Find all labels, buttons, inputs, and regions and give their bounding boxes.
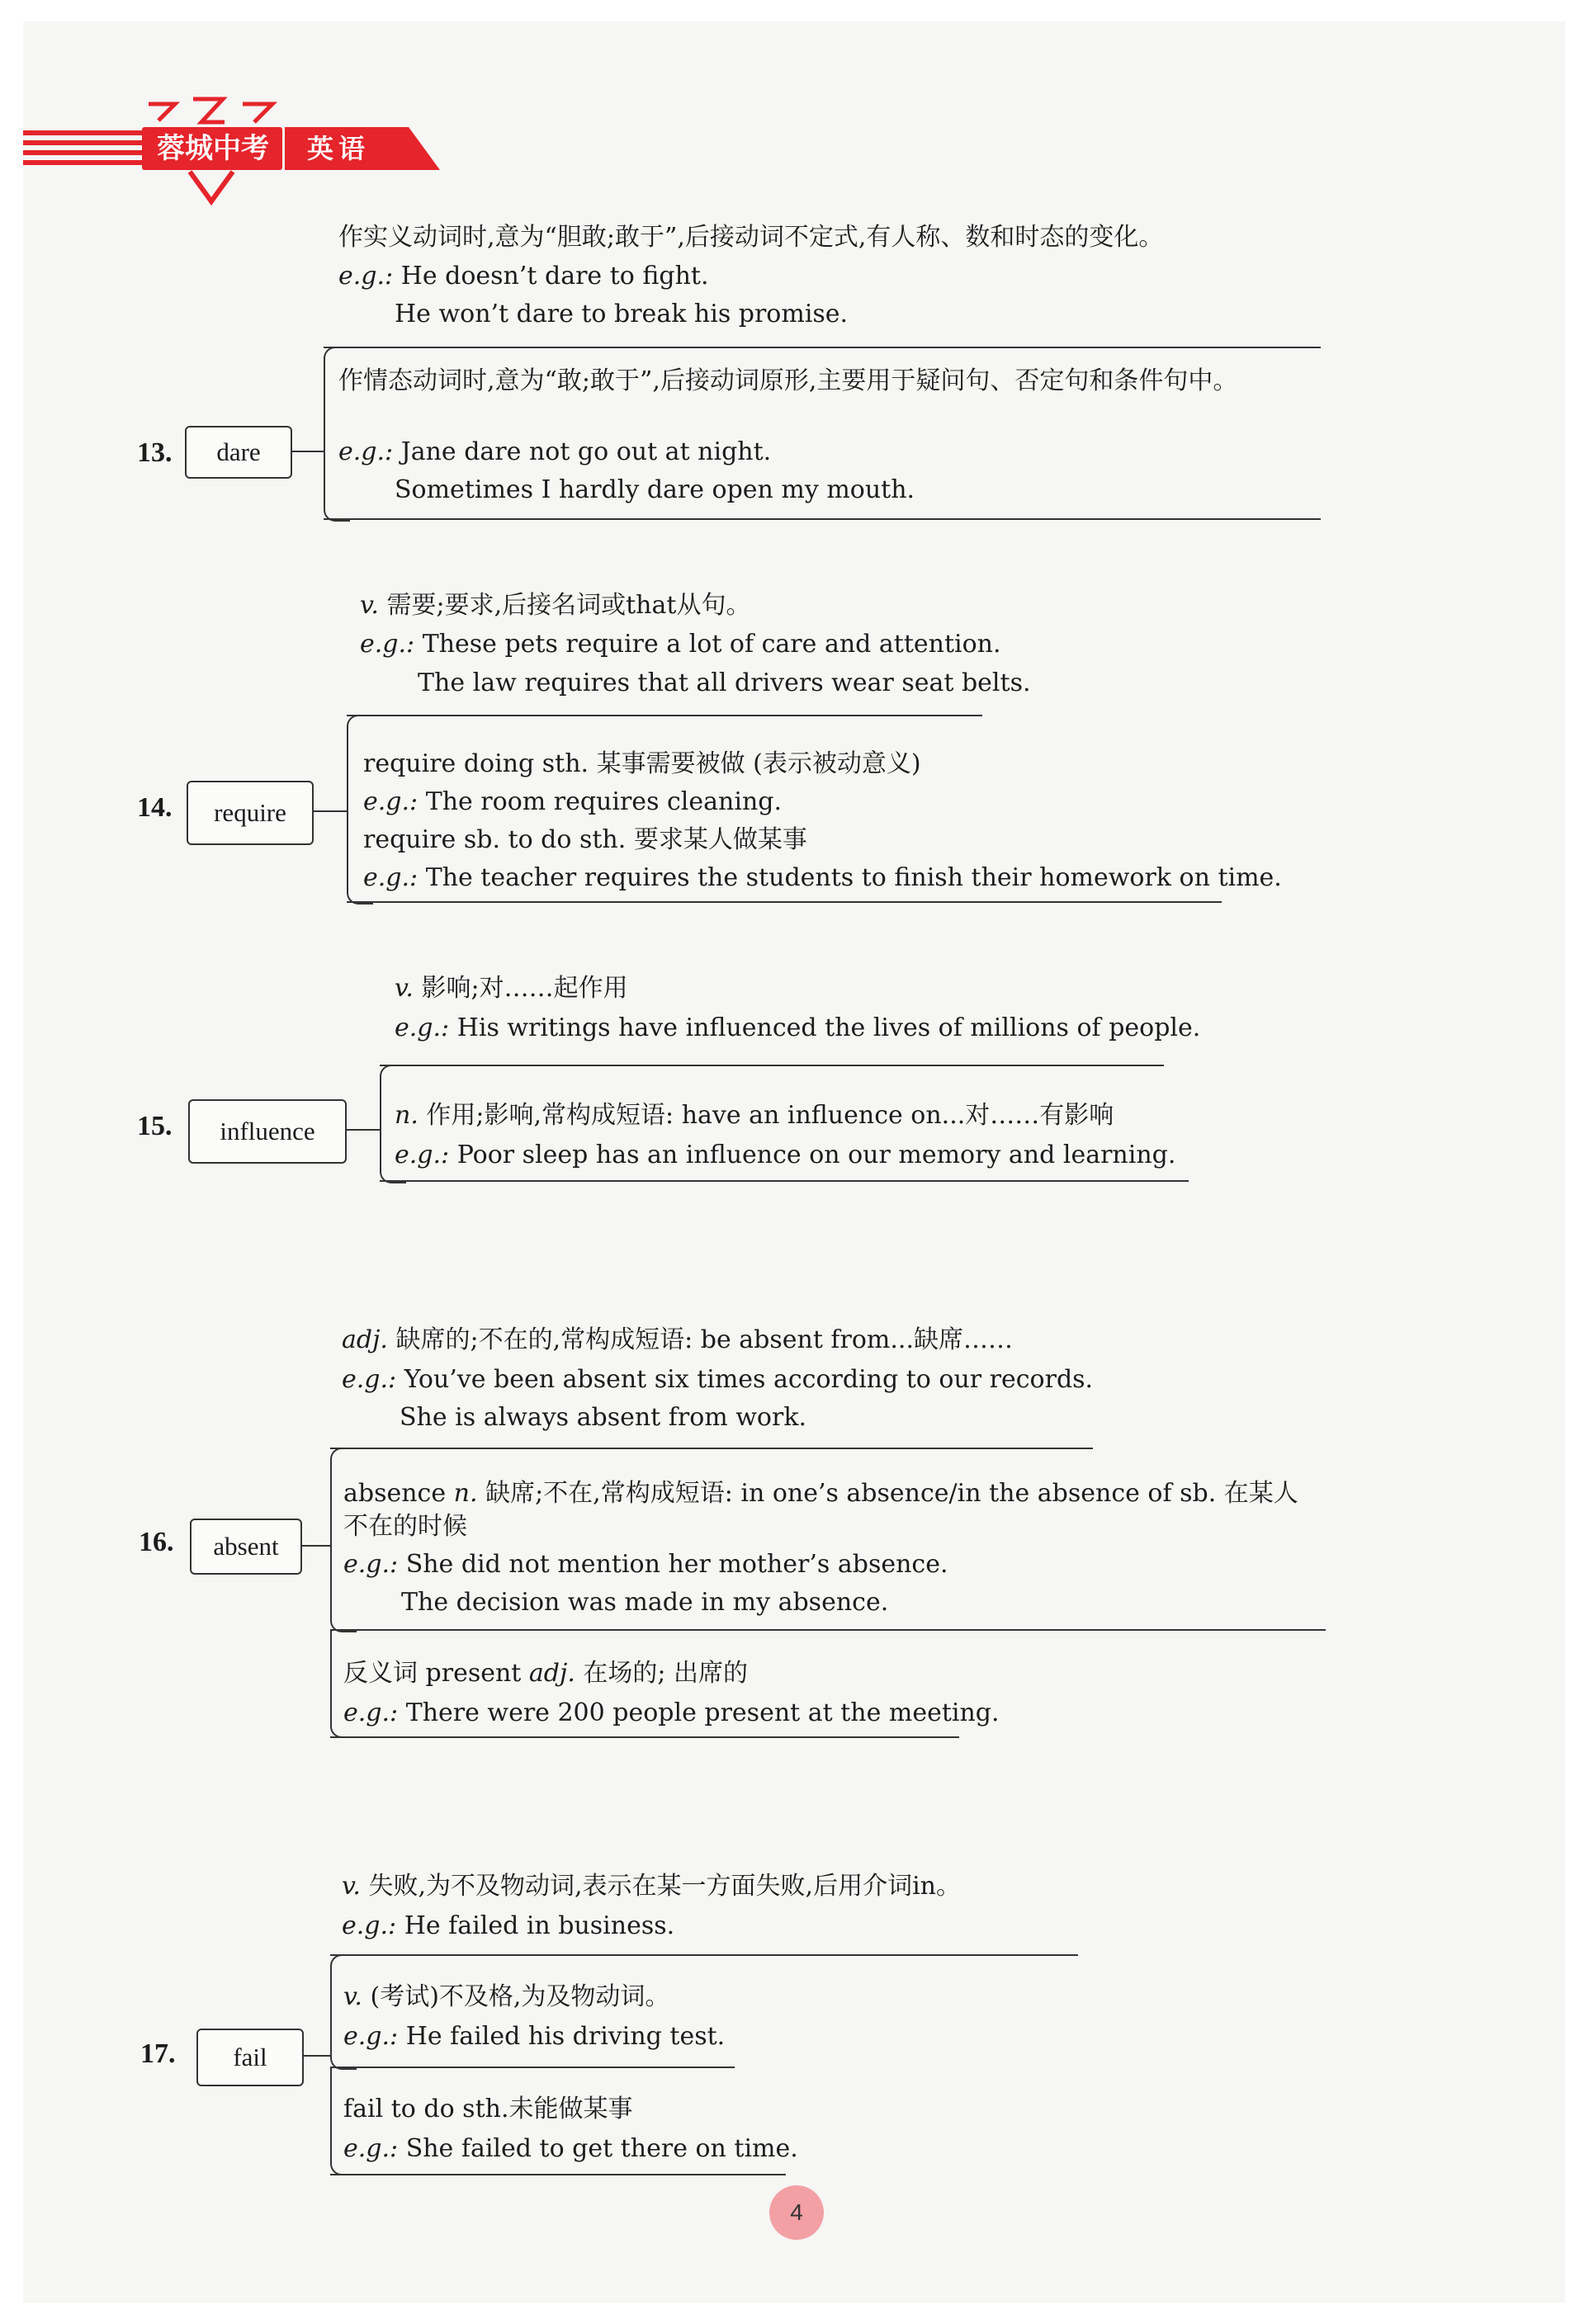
entry-16-example-1: e.g.: You’ve been absent six times according to our records. xyxy=(342,1365,1094,1394)
entry-13-meaning-1: 作实义动词时,意为“胆敢;敢于”,后接动词不定式,有人称、数和时态的变化。 xyxy=(338,223,1164,252)
entry-14-number: 14. xyxy=(137,792,173,823)
entry-16-meaning-1: adj. 缺席的;不在的,常构成短语: be absent from...缺席…… xyxy=(342,1325,1013,1354)
entry-13-box-meaning: 作情态动词时,意为“敢;敢于”,后接动词原形,主要用于疑问句、否定句和条件句中。 xyxy=(338,366,1238,395)
entry-13-number: 13. xyxy=(137,437,173,468)
entry-16-box-meaning: absence n. 缺席;不在,常构成短语: in one’s absence/in the absence of sb. 在某人不在的时候 xyxy=(343,1479,1298,1541)
entry-16-number: 16. xyxy=(139,1527,174,1557)
entry-17-number: 17. xyxy=(140,2038,176,2069)
entry-13-box-example-2: Sometimes I hardly dare open my mouth. xyxy=(395,475,915,504)
entry-17-meaning-1: v. 失败,为不及物动词,表示在某一方面失败,后用介词in。 xyxy=(342,1872,962,1901)
entry-15-box-example-1: e.g.: Poor sleep has an influence on our memory and learning. xyxy=(395,1141,1176,1169)
entry-16-antonym-example: e.g.: There were 200 people present at the meeting. xyxy=(343,1698,1000,1727)
entry-13-word: dare xyxy=(185,426,292,479)
entry-14-box-phrase-2: require sb. to do sth. 要求某人做某事 xyxy=(363,825,807,854)
entry-14-box-example-1: e.g.: The room requires cleaning. xyxy=(363,787,783,816)
entry-17-word: fail xyxy=(196,2029,304,2086)
entry-14-example-1: e.g.: These pets require a lot of care and attention. xyxy=(360,630,1001,659)
subject-label: 英语 xyxy=(307,133,371,164)
entry-16-antonym: 反义词 present adj. 在场的; 出席的 xyxy=(343,1659,749,1688)
entry-16-box-example-1: e.g.: She did not mention her mother’s absence. xyxy=(343,1550,948,1579)
page-number: 4 xyxy=(790,2199,803,2225)
entry-17-example-1: e.g.: He failed in business. xyxy=(342,1911,675,1940)
entry-15-number: 15. xyxy=(137,1111,173,1141)
entry-14-box-phrase-1: require doing sth. 某事需要被做 (表示被动意义) xyxy=(363,749,921,778)
entry-15-meaning-1: v. 影响;对……起作用 xyxy=(395,974,628,1003)
entry-15-word: influence xyxy=(188,1099,347,1164)
entry-17-phrase: fail to do sth.未能做某事 xyxy=(343,2095,633,2123)
entry-13-example-2: He won’t dare to break his promise. xyxy=(395,300,849,328)
entry-17-box-meaning: v. (考试)不及格,为及物动词。 xyxy=(343,1982,670,2011)
entry-13-box-example-1: e.g.: Jane dare not go out at night. xyxy=(338,437,772,466)
entry-14-word: require xyxy=(187,781,314,845)
entry-15-box-meaning: n. 作用;影响,常构成短语: have an influence on...对……有影响 xyxy=(395,1101,1114,1130)
brand-title: 蓉城中考 xyxy=(157,132,269,165)
entry-16-example-2: She is always absent from work. xyxy=(400,1403,807,1432)
entry-14-box-example-2: e.g.: The teacher requires the students to finish their homework on time. xyxy=(363,863,1282,892)
entry-13-example-1: e.g.: He doesn’t dare to fight. xyxy=(338,262,709,290)
entry-16-word: absent xyxy=(190,1519,302,1575)
entry-14-example-2: The law requires that all drivers wear seat belts. xyxy=(418,668,1031,697)
entry-16-box-example-2: The decision was made in my absence. xyxy=(401,1588,889,1617)
entry-17-phrase-example: e.g.: She failed to get there on time. xyxy=(343,2134,798,2163)
entry-17-box-example-1: e.g.: He failed his driving test. xyxy=(343,2022,726,2051)
entry-15-example-1: e.g.: His writings have influenced the lives of millions of people. xyxy=(395,1013,1201,1042)
entry-14-meaning-1: v. 需要;要求,后接名词或that从句。 xyxy=(360,591,751,620)
